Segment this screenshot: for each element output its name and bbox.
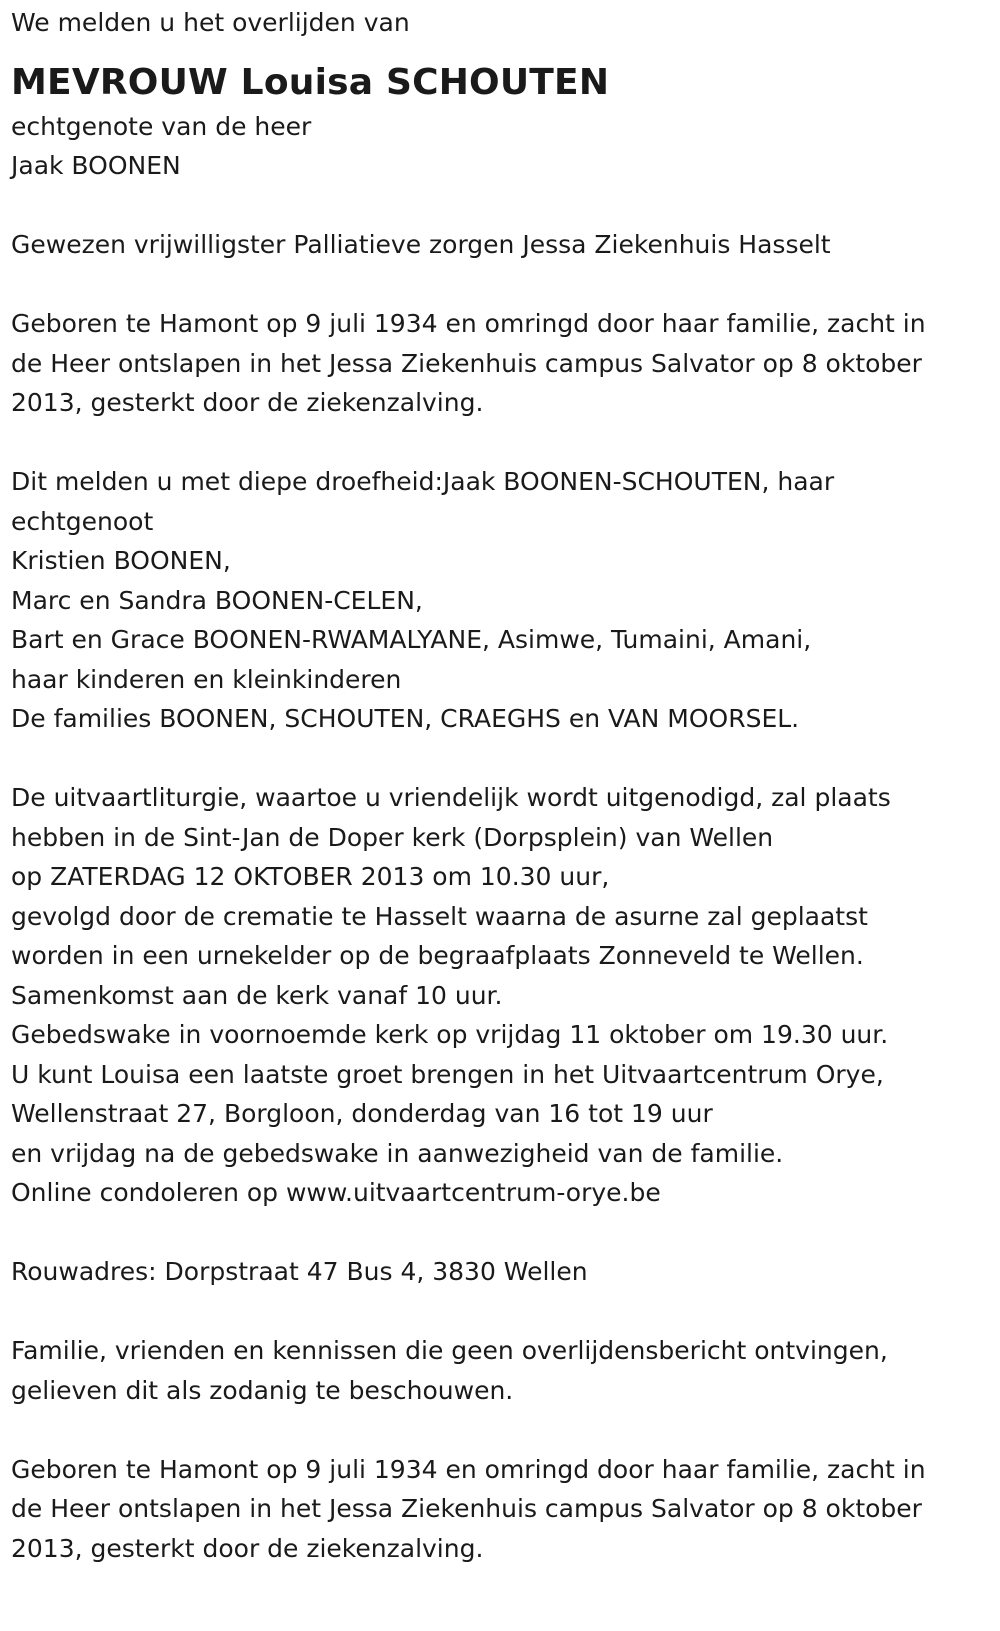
funeral-line: Gebedswake in voornoemde kerk op vrijdag 11 oktober om 19.30 uur. bbox=[11, 1020, 889, 1049]
mourners-line: Bart en Grace BOONEN-RWAMALYANE, Asimwe, Tumaini, Amani, bbox=[11, 625, 812, 654]
spacer bbox=[11, 265, 1000, 305]
funeral-block bbox=[11, 778, 1000, 1213]
mourners-line: Dit melden u met diepe droefheid:Jaak BOONEN-SCHOUTEN, haar bbox=[11, 467, 835, 496]
birth-repeat-line: Geboren te Hamont op 9 juli 1934 en omringd door haar familie, zacht in bbox=[11, 1454, 926, 1484]
funeral-line: en vrijdag na de gebedswake in aanwezigheid van de familie. bbox=[11, 1138, 784, 1168]
birth-line: 2013, gesterkt door de ziekenzalving. bbox=[11, 388, 484, 417]
spacer bbox=[11, 1410, 1000, 1450]
mourners-line: Kristien BOONEN, bbox=[11, 546, 231, 575]
notice-line: gelieven dit als zodanig te beschouwen. bbox=[11, 1375, 514, 1405]
birth-repeat-line: 2013, gesterkt door de ziekenzalving. bbox=[11, 1533, 484, 1563]
birth-repeat-line: de Heer ontslapen in het Jessa Ziekenhuis campus Salvator op 8 oktober bbox=[11, 1494, 922, 1523]
birth-repeat-block bbox=[11, 1450, 1000, 1569]
spacer bbox=[11, 1292, 1000, 1332]
deceased-name: MEVROUW Louisa SCHOUTEN bbox=[11, 61, 610, 103]
spacer bbox=[11, 739, 1000, 779]
funeral-line: U kunt Louisa een laatste groet brengen in het Uitvaartcentrum Orye, bbox=[11, 1059, 884, 1089]
spouse-line: Jaak BOONEN bbox=[11, 151, 181, 180]
obituary-document bbox=[0, 3, 1000, 1631]
notice-line: Familie, vrienden en kennissen die geen overlijdensbericht ontvingen, bbox=[11, 1336, 888, 1365]
funeral-line: De uitvaartliturgie, waartoe u vriendelijk wordt uitgenodigd, zal plaats bbox=[11, 783, 891, 812]
spouse-line: echtgenote van de heer bbox=[11, 111, 312, 141]
funeral-line: gevolgd door de crematie te Hasselt waarna de asurne zal geplaatst bbox=[11, 901, 868, 931]
funeral-line: Wellenstraat 27, Borgloon, donderdag van 16 tot 19 uur bbox=[11, 1099, 713, 1128]
funeral-line: hebben in de Sint-Jan de Doper kerk (Dorpsplein) van Wellen bbox=[11, 822, 774, 852]
funeral-line: Samenkomst aan de kerk vanaf 10 uur. bbox=[11, 980, 503, 1010]
role-line: Gewezen vrijwilligster Palliatieve zorgen Jessa Ziekenhuis Hasselt bbox=[11, 230, 831, 259]
mourners-block bbox=[11, 462, 1000, 739]
mourners-line: echtgenoot bbox=[11, 506, 154, 536]
funeral-line: worden in een urnekelder op de begraafplaats Zonneveld te Wellen. bbox=[11, 941, 864, 970]
notice-block bbox=[11, 1331, 1000, 1410]
address-line: Rouwadres: Dorpstraat 47 Bus 4, 3830 Wellen bbox=[11, 1257, 588, 1286]
spouse-block bbox=[11, 107, 1000, 186]
birth-line: de Heer ontslapen in het Jessa Ziekenhuis campus Salvator op 8 oktober bbox=[11, 348, 922, 378]
spacer bbox=[11, 1213, 1000, 1253]
spacer bbox=[11, 186, 1000, 226]
intro-line: We melden u het overlijden van bbox=[11, 8, 410, 37]
mourners-line: Marc en Sandra BOONEN-CELEN, bbox=[11, 585, 423, 615]
birth-line: Geboren te Hamont op 9 juli 1934 en omringd door haar familie, zacht in bbox=[11, 309, 926, 338]
condolence-line: Online condoleren op www.uitvaartcentrum-orye.be bbox=[11, 1178, 661, 1207]
birth-block bbox=[11, 304, 1000, 423]
funeral-line: op ZATERDAG 12 OKTOBER 2013 om 10.30 uur, bbox=[11, 862, 610, 891]
mourners-line: De families BOONEN, SCHOUTEN, CRAEGHS en VAN MOORSEL. bbox=[11, 704, 800, 733]
spacer bbox=[11, 423, 1000, 463]
mourners-line: haar kinderen en kleinkinderen bbox=[11, 664, 402, 694]
